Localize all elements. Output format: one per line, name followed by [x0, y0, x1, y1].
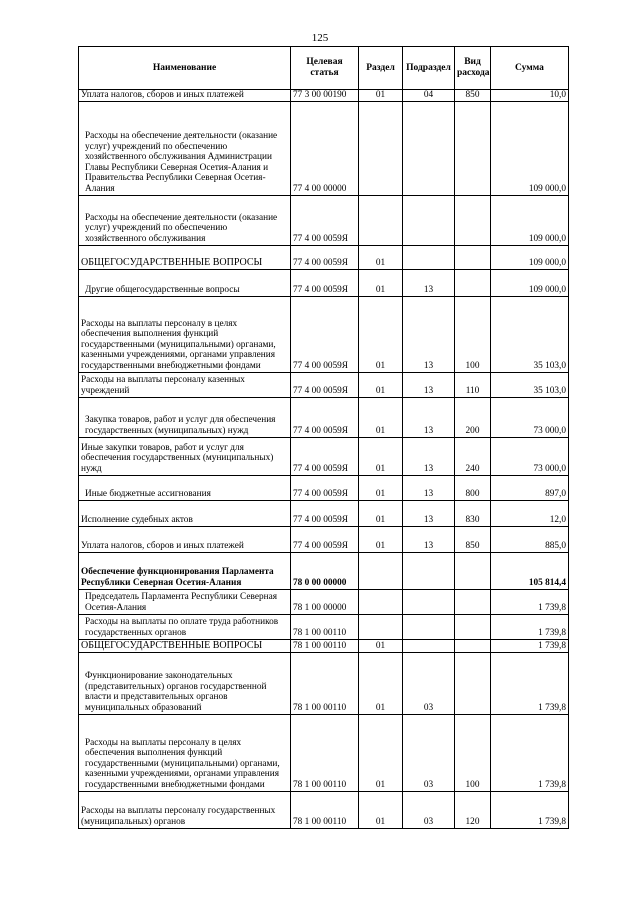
row-subsection: 03: [403, 714, 455, 791]
row-name: Обеспечение функционирования Парламента Республики Северная Осетия-Алания: [79, 552, 291, 589]
row-sum: 109 000,0: [491, 245, 569, 269]
row-sum: 73 000,0: [491, 437, 569, 475]
header-name: Наименование: [79, 47, 291, 90]
table-row: [79, 791, 569, 828]
table-row: [79, 526, 569, 552]
row-section: 01: [359, 245, 403, 269]
row-name: Уплата налогов, сборов и иных платежей: [79, 526, 291, 552]
row-type: 200: [455, 397, 491, 437]
row-type: 240: [455, 437, 491, 475]
table-row: [79, 195, 569, 245]
row-section: [359, 195, 403, 245]
row-name: Другие общегосударственные вопросы: [79, 269, 291, 296]
table-row: [79, 714, 569, 791]
row-name: Расходы на выплаты персоналу в целях обеспечения выполнения функций государственными (муниципальными) органами, казенными учреждениями, органами управления государственными внебюджетными фондами: [79, 296, 291, 372]
row-section: 01: [359, 652, 403, 714]
row-section: 01: [359, 90, 403, 102]
header-subsection: Подраздел: [403, 47, 455, 90]
row-name: Расходы на выплаты персоналу государственных (муниципальных) органов: [79, 791, 291, 828]
header-sum: Сумма: [491, 47, 569, 90]
row-sum: 109 000,0: [491, 101, 569, 195]
row-code: 77 4 00 0059Я: [291, 437, 359, 475]
row-type: [455, 652, 491, 714]
row-sum: 1 739,8: [491, 589, 569, 614]
row-section: 01: [359, 791, 403, 828]
row-sum: 12,0: [491, 500, 569, 526]
row-sum: 1 739,8: [491, 614, 569, 639]
row-section: 01: [359, 269, 403, 296]
row-sum: 1 739,8: [491, 639, 569, 652]
row-subsection: 13: [403, 437, 455, 475]
row-name: ОБЩЕГОСУДАРСТВЕННЫЕ ВОПРОСЫ: [79, 639, 291, 652]
row-code: 78 1 00 00110: [291, 614, 359, 639]
row-subsection: [403, 101, 455, 195]
row-subsection: [403, 589, 455, 614]
row-code: 78 1 00 00000: [291, 589, 359, 614]
row-sum: 105 814,4: [491, 552, 569, 589]
row-subsection: 13: [403, 500, 455, 526]
header-target: Целевая статья: [291, 47, 359, 90]
row-code: 78 1 00 00110: [291, 639, 359, 652]
row-code: 78 0 00 00000: [291, 552, 359, 589]
row-section: [359, 614, 403, 639]
row-subsection: 13: [403, 372, 455, 397]
row-section: [359, 589, 403, 614]
table-row: [79, 614, 569, 639]
row-section: 01: [359, 639, 403, 652]
row-section: 01: [359, 296, 403, 372]
table-header-row: [79, 47, 569, 90]
row-sum: 109 000,0: [491, 195, 569, 245]
row-section: 01: [359, 714, 403, 791]
row-name: Расходы на выплаты персоналу казенных учреждений: [79, 372, 291, 397]
row-sum: 1 739,8: [491, 714, 569, 791]
row-subsection: 13: [403, 526, 455, 552]
row-section: [359, 101, 403, 195]
table-row: [79, 475, 569, 500]
row-code: 77 4 00 0059Я: [291, 245, 359, 269]
header-section: Раздел: [359, 47, 403, 90]
row-type: [455, 195, 491, 245]
row-type: [455, 552, 491, 589]
row-code: 78 1 00 00110: [291, 791, 359, 828]
row-name: Расходы на выплаты персоналу в целях обеспечения выполнения функций государственными (муниципальными) органами, казенными учреждениями, органами управления государственными внебюджетными фондами: [79, 714, 291, 791]
row-sum: 109 000,0: [491, 269, 569, 296]
row-code: 77 4 00 0059Я: [291, 397, 359, 437]
table-row: [79, 500, 569, 526]
row-code: 77 4 00 0059Я: [291, 475, 359, 500]
row-subsection: 13: [403, 397, 455, 437]
row-subsection: 13: [403, 269, 455, 296]
row-code: 77 4 00 0059Я: [291, 372, 359, 397]
row-code: 77 4 00 0059Я: [291, 195, 359, 245]
row-name: Исполнение судебных актов: [79, 500, 291, 526]
row-name: Иные бюджетные ассигнования: [79, 475, 291, 500]
table-row: [79, 552, 569, 589]
table-row: [79, 589, 569, 614]
row-type: 830: [455, 500, 491, 526]
table-row: [79, 652, 569, 714]
row-name: Уплата налогов, сборов и иных платежей: [79, 90, 291, 102]
row-subsection: [403, 614, 455, 639]
budget-table: [78, 46, 569, 829]
row-name: Расходы на обеспечение деятельности (оказание услуг) учреждений по обеспечению хозяйственного обслуживания Администрации Главы Республики Северная Осетия-Алания и Правительства Республики Северная Осетия-Алания: [79, 101, 291, 195]
row-type: [455, 639, 491, 652]
row-section: 01: [359, 475, 403, 500]
row-sum: 73 000,0: [491, 397, 569, 437]
row-sum: 10,0: [491, 90, 569, 102]
row-name: Расходы на выплаты по оплате труда работников государственных органов: [79, 614, 291, 639]
table-row: [79, 437, 569, 475]
row-subsection: 03: [403, 791, 455, 828]
row-type: 850: [455, 90, 491, 102]
row-name: ОБЩЕГОСУДАРСТВЕННЫЕ ВОПРОСЫ: [79, 245, 291, 269]
row-code: 77 4 00 0059Я: [291, 500, 359, 526]
row-type: 120: [455, 791, 491, 828]
row-subsection: [403, 195, 455, 245]
table-row: [79, 639, 569, 652]
row-subsection: 13: [403, 296, 455, 372]
row-subsection: 03: [403, 652, 455, 714]
row-code: 77 3 00 00190: [291, 90, 359, 102]
row-section: 01: [359, 397, 403, 437]
row-sum: 1 739,8: [491, 791, 569, 828]
table-row: [79, 296, 569, 372]
row-subsection: [403, 552, 455, 589]
row-name: Иные закупки товаров, работ и услуг для обеспечения государственных (муниципальных) нужд: [79, 437, 291, 475]
row-subsection: 13: [403, 475, 455, 500]
row-sum: 885,0: [491, 526, 569, 552]
row-name: Функционирование законодательных (представительных) органов государственной власти и представительных органов муниципальных образований: [79, 652, 291, 714]
row-code: 78 1 00 00110: [291, 652, 359, 714]
row-section: 01: [359, 437, 403, 475]
row-section: 01: [359, 500, 403, 526]
row-section: 01: [359, 526, 403, 552]
table-row: [79, 90, 569, 102]
header-type: Вид расхода: [455, 47, 491, 90]
table-row: [79, 397, 569, 437]
row-section: 01: [359, 372, 403, 397]
row-type: [455, 589, 491, 614]
row-sum: 35 103,0: [491, 296, 569, 372]
row-code: 77 4 00 0059Я: [291, 296, 359, 372]
row-section: [359, 552, 403, 589]
row-sum: 1 739,8: [491, 652, 569, 714]
row-type: 800: [455, 475, 491, 500]
row-type: [455, 614, 491, 639]
row-type: [455, 101, 491, 195]
row-type: [455, 269, 491, 296]
table-row: [79, 269, 569, 296]
table-row: [79, 372, 569, 397]
row-code: 78 1 00 00110: [291, 714, 359, 791]
row-code: 77 4 00 00000: [291, 101, 359, 195]
table-row: [79, 245, 569, 269]
row-subsection: [403, 245, 455, 269]
row-code: 77 4 00 0059Я: [291, 269, 359, 296]
row-type: 100: [455, 296, 491, 372]
row-type: [455, 245, 491, 269]
table-row: [79, 101, 569, 195]
row-sum: 35 103,0: [491, 372, 569, 397]
row-subsection: [403, 639, 455, 652]
row-type: 100: [455, 714, 491, 791]
row-type: 110: [455, 372, 491, 397]
row-type: 850: [455, 526, 491, 552]
row-subsection: 04: [403, 90, 455, 102]
row-code: 77 4 00 0059Я: [291, 526, 359, 552]
row-name: Председатель Парламента Республики Северная Осетия-Алания: [79, 589, 291, 614]
row-sum: 897,0: [491, 475, 569, 500]
row-name: Закупка товаров, работ и услуг для обеспечения государственных (муниципальных) нужд: [79, 397, 291, 437]
row-name: Расходы на обеспечение деятельности (оказание услуг) учреждений по обеспечению хозяйственного обслуживания: [79, 195, 291, 245]
page-number: 125: [311, 32, 329, 44]
